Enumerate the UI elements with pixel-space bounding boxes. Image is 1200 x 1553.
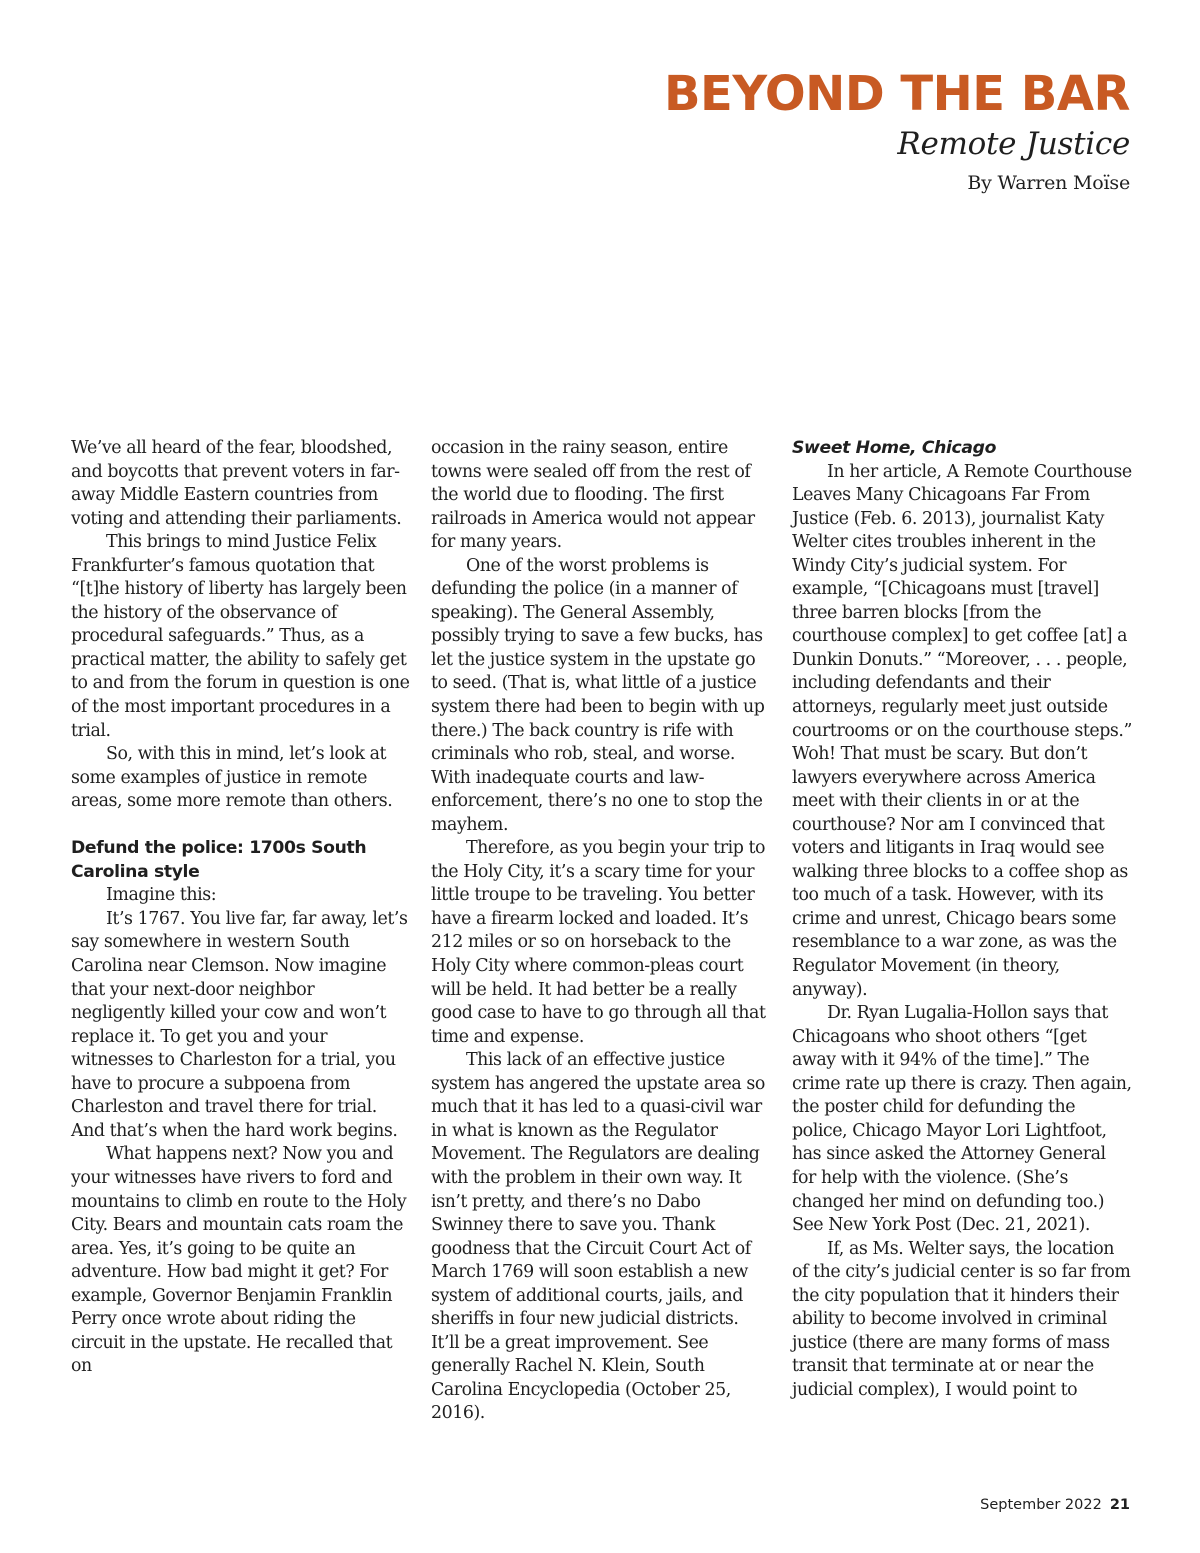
paragraph: What happens next? Now you and your witnesses have rivers to ford and mountains to climb en route to the Holy City. Bears and mountain cats roam the area. Yes, it’s going to be quite an adventure. How bad might it get? For example, Governor Benjamin Franklin Perry once wrote about riding the circuit in the upstate. He recalled that on (71, 1144, 407, 1377)
byline: By Warren Moïse (967, 172, 1130, 194)
paragraph: occasion in the rainy season, entire towns were sealed off from the rest of the world due to flooding. The first railroads in America would not appear for many years. (431, 438, 755, 553)
paragraph: This lack of an effective justice system has angered the upstate area so much that it has led to a quasi-civil war in what is known as the Regulator Movement. The Regulators are dealing with the problem in their own way. It isn’t pretty, and there’s no Dabo Swinney there to save you. Thank goodness that the Circuit Court Act of March 1769 will soon establish a new system of additional courts, jails, and sheriffs in four new judicial districts. It’ll be a great improvement. See generally Rachel N. Klein, South Carolina Encyclopedia (October 25, 2016). (431, 1050, 765, 1424)
paragraph: So, with this in mind, let’s look at some examples of justice in remote areas, some more remote than others. (71, 744, 393, 812)
paragraph: In her article, A Remote Courthouse Leaves Many Chicagoans Far From Justice (Feb. 6. 2013), journalist Katy Welter cites troubles inherent in the Windy City’s judicial system. For example, “[Chicagoans must [travel] three barren blocks [from the courthouse complex] to get coffee [at] a Dunkin Donuts.” “Moreover, . . . people, including defendants and their attorneys, regularly meet just outside courtrooms or on the courthouse steps.” Woh! That must be scary. But don’t lawyers everywhere across America meet with their clients in or at the courthouse? Nor am I convinced that voters and litigants in Iraq would see walking three blocks to a coffee shop as too much of a task. However, with its crime and unrest, Chicago bears some resemblance to a war zone, as was the Regulator Movement (in theory, anyway). (792, 461, 1132, 1000)
paragraph: Imagine this: (106, 885, 217, 906)
article-column-2 (431, 437, 771, 1426)
paragraph: Dr. Ryan Lugalia-Hollon says that Chicagoans who shoot others “[get away with it 94% of the time].” The crime rate up there is crazy. Then again, the poster child for defunding the police, Chicago Mayor Lori Lightfoot, has since asked the Attorney General for help with the violence. (She’s changed her mind on defunding too.) See New York Post (Dec. 21, 2021). (792, 1003, 1132, 1236)
column-title: BEYOND THE BAR (663, 66, 1130, 122)
paragraph: It’s 1767. You live far, far away, let’s say somewhere in western South Carolina near Clemson. Now imagine that your next-door neighbor negligently killed your cow and won’t replace it. To get you and your witnesses to Charleston for a trial, you have to procure a subpoena from Charleston and travel there for trial. And that’s when the hard work begins. (71, 908, 408, 1141)
issue-date: September 2022 (980, 1497, 1102, 1513)
paragraph: This brings to mind Justice Felix Frankfurter’s famous quotation that “[t]he history of liberty has largely been the history of the observance of procedural safeguards.” Thus, as a practical matter, the ability to safely get to and from the forum in question is one of the most important procedures in a trial. (71, 532, 410, 741)
article-subtitle: Remote Justice (897, 126, 1130, 162)
page-footer (980, 1494, 1130, 1516)
paragraph: We’ve all heard of the fear, bloodshed, and boycotts that prevent voters in far-away Middle Eastern countries from voting and attending their parliaments. (71, 438, 402, 529)
section-heading: Defund the police: 1700s South Carolina style (71, 838, 367, 882)
page-number: 21 (1109, 1497, 1130, 1513)
section-heading: Sweet Home, Chicago (792, 438, 997, 458)
article-column-1 (71, 437, 411, 1379)
article-column-3 (792, 437, 1132, 1402)
paragraph: If, as Ms. Welter says, the location of the city’s judicial center is so far from the city population that it hinders their ability to become involved in criminal justice (there are many forms of mass transit that terminate at or near the judicial complex), I would point to (792, 1238, 1131, 1400)
paragraph: One of the worst problems is defunding the police (in a manner of speaking). The General Assembly, possibly trying to save a few bucks, has let the justice system in the upstate go to seed. (That is, what little of a justice system there had been to begin with up there.) The back country is rife with criminals who rob, steal, and worse. With inadequate courts and law-enforcement, there’s no one to stop the mayhem. (431, 555, 765, 835)
page-header (664, 66, 1130, 196)
paragraph: Therefore, as you begin your trip to the Holy City, it’s a scary time for your little troupe to be traveling. You better have a firearm locked and loaded. It’s 212 miles or so on horseback to the Holy City where common-pleas court will be held. It had better be a really good case to have to go through all that time and expense. (431, 838, 766, 1047)
